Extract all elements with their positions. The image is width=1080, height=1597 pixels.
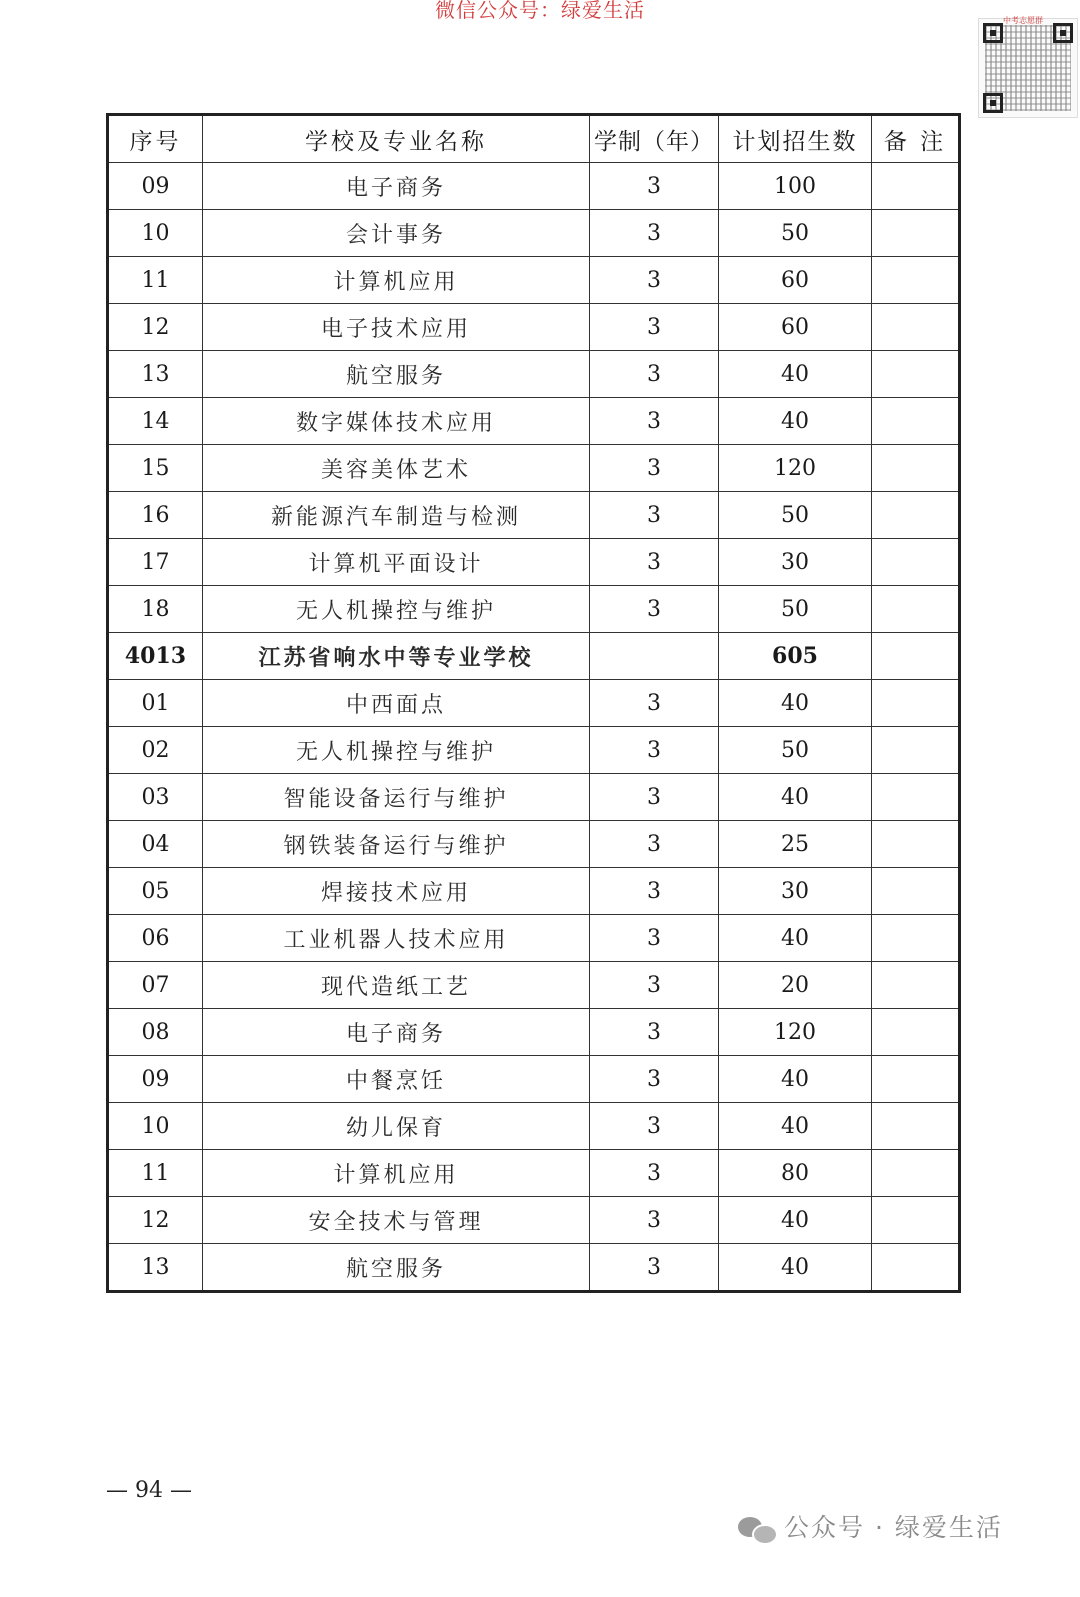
cell-no: 01 <box>108 680 203 727</box>
cell-years: 3 <box>590 257 719 304</box>
cell-note <box>872 539 960 586</box>
cell-note <box>872 1150 960 1197</box>
cell-count: 40 <box>719 351 872 398</box>
enrollment-plan-table <box>106 113 961 1293</box>
cell-name: 计算机平面设计 <box>203 539 590 586</box>
cell-years: 3 <box>590 727 719 774</box>
cell-count: 30 <box>719 539 872 586</box>
cell-note <box>872 398 960 445</box>
cell-note <box>872 445 960 492</box>
cell-no: 13 <box>108 351 203 398</box>
cell-years: 3 <box>590 680 719 727</box>
cell-years: 3 <box>590 163 719 210</box>
table-row <box>108 586 960 633</box>
cell-count: 60 <box>719 257 872 304</box>
cell-no: 02 <box>108 727 203 774</box>
cell-count: 120 <box>719 445 872 492</box>
cell-note <box>872 633 960 680</box>
cell-name: 智能设备运行与维护 <box>203 774 590 821</box>
table-header-row <box>108 115 960 163</box>
cell-name: 数字媒体技术应用 <box>203 398 590 445</box>
cell-name: 会计事务 <box>203 210 590 257</box>
cell-note <box>872 680 960 727</box>
cell-note <box>872 492 960 539</box>
cell-note <box>872 962 960 1009</box>
cell-note <box>872 774 960 821</box>
cell-note <box>872 210 960 257</box>
table-row <box>108 257 960 304</box>
cell-count: 60 <box>719 304 872 351</box>
watermark-top: 微信公众号：绿爱生活 <box>435 0 645 22</box>
cell-name: 钢铁装备运行与维护 <box>203 821 590 868</box>
cell-no: 11 <box>108 1150 203 1197</box>
cell-count: 40 <box>719 915 872 962</box>
cell-note <box>872 163 960 210</box>
table-row <box>108 539 960 586</box>
table-row <box>108 680 960 727</box>
cell-no: 09 <box>108 163 203 210</box>
table-row <box>108 1150 960 1197</box>
cell-no: 16 <box>108 492 203 539</box>
cell-note <box>872 868 960 915</box>
cell-no: 09 <box>108 1056 203 1103</box>
cell-name: 无人机操控与维护 <box>203 727 590 774</box>
table-row <box>108 445 960 492</box>
table-row <box>108 210 960 257</box>
cell-years: 3 <box>590 445 719 492</box>
table-row <box>108 915 960 962</box>
cell-years: 3 <box>590 1197 719 1244</box>
cell-no: 12 <box>108 1197 203 1244</box>
cell-no: 13 <box>108 1244 203 1292</box>
cell-name: 计算机应用 <box>203 1150 590 1197</box>
cell-name: 中餐烹饪 <box>203 1056 590 1103</box>
cell-count: 40 <box>719 680 872 727</box>
cell-name: 焊接技术应用 <box>203 868 590 915</box>
cell-no: 11 <box>108 257 203 304</box>
cell-no: 04 <box>108 821 203 868</box>
cell-name: 无人机操控与维护 <box>203 586 590 633</box>
cell-note <box>872 727 960 774</box>
table-row <box>108 398 960 445</box>
cell-count: 50 <box>719 210 872 257</box>
cell-name: 航空服务 <box>203 1244 590 1292</box>
table-row <box>108 1009 960 1056</box>
cell-note <box>872 1103 960 1150</box>
table-row <box>108 727 960 774</box>
cell-count: 25 <box>719 821 872 868</box>
cell-years: 3 <box>590 868 719 915</box>
cell-no: 12 <box>108 304 203 351</box>
cell-years: 3 <box>590 586 719 633</box>
cell-count: 40 <box>719 1197 872 1244</box>
cell-years: 3 <box>590 492 719 539</box>
cell-name: 电子商务 <box>203 163 590 210</box>
table-row <box>108 351 960 398</box>
header-name: 学校及专业名称 <box>203 115 590 163</box>
cell-note <box>872 351 960 398</box>
cell-note <box>872 821 960 868</box>
cell-years: 3 <box>590 1009 719 1056</box>
table-row <box>108 821 960 868</box>
cell-no: 18 <box>108 586 203 633</box>
cell-count: 40 <box>719 1056 872 1103</box>
cell-name: 电子技术应用 <box>203 304 590 351</box>
cell-note <box>872 586 960 633</box>
table-row <box>108 1197 960 1244</box>
cell-count: 50 <box>719 492 872 539</box>
wechat-icon <box>738 1515 776 1543</box>
cell-no: 14 <box>108 398 203 445</box>
cell-years: 3 <box>590 821 719 868</box>
cell-count: 605 <box>719 633 872 680</box>
table-row <box>108 962 960 1009</box>
table-row <box>108 1056 960 1103</box>
cell-name: 现代造纸工艺 <box>203 962 590 1009</box>
cell-count: 100 <box>719 163 872 210</box>
qr-code-image <box>978 18 1078 118</box>
cell-name: 航空服务 <box>203 351 590 398</box>
header-no: 序号 <box>108 115 203 163</box>
cell-no: 10 <box>108 1103 203 1150</box>
header-count: 计划招生数 <box>719 115 872 163</box>
cell-count: 40 <box>719 1103 872 1150</box>
table-row <box>108 492 960 539</box>
cell-name: 新能源汽车制造与检测 <box>203 492 590 539</box>
cell-name: 电子商务 <box>203 1009 590 1056</box>
cell-count: 80 <box>719 1150 872 1197</box>
cell-years: 3 <box>590 304 719 351</box>
header-years: 学制（年） <box>590 115 719 163</box>
cell-note <box>872 1009 960 1056</box>
cell-no: 4013 <box>108 633 203 680</box>
cell-years <box>590 633 719 680</box>
cell-years: 3 <box>590 962 719 1009</box>
cell-note <box>872 1244 960 1292</box>
cell-years: 3 <box>590 351 719 398</box>
watermark-bottom <box>738 1508 1003 1544</box>
cell-count: 120 <box>719 1009 872 1056</box>
table-row <box>108 304 960 351</box>
cell-years: 3 <box>590 398 719 445</box>
cell-years: 3 <box>590 915 719 962</box>
cell-years: 3 <box>590 210 719 257</box>
cell-years: 3 <box>590 1056 719 1103</box>
cell-no: 08 <box>108 1009 203 1056</box>
cell-no: 15 <box>108 445 203 492</box>
cell-name: 江苏省响水中等专业学校 <box>203 633 590 680</box>
table-row <box>108 868 960 915</box>
cell-note <box>872 257 960 304</box>
cell-count: 40 <box>719 398 872 445</box>
page-number: — 94 — <box>106 1478 192 1503</box>
cell-name: 计算机应用 <box>203 257 590 304</box>
table-row <box>108 1244 960 1292</box>
cell-name: 中西面点 <box>203 680 590 727</box>
cell-count: 30 <box>719 868 872 915</box>
qr-label: 中考志愿群 <box>1003 16 1043 25</box>
cell-name: 幼儿保育 <box>203 1103 590 1150</box>
cell-no: 05 <box>108 868 203 915</box>
school-row <box>108 633 960 680</box>
table-row <box>108 1103 960 1150</box>
table-row <box>108 163 960 210</box>
cell-no: 07 <box>108 962 203 1009</box>
cell-no: 17 <box>108 539 203 586</box>
cell-name: 工业机器人技术应用 <box>203 915 590 962</box>
cell-note <box>872 1056 960 1103</box>
cell-count: 40 <box>719 774 872 821</box>
cell-years: 3 <box>590 539 719 586</box>
watermark-bottom-text: 公众号 · 绿爱生活 <box>784 1513 1003 1542</box>
cell-years: 3 <box>590 1244 719 1292</box>
cell-no: 06 <box>108 915 203 962</box>
cell-count: 50 <box>719 586 872 633</box>
cell-name: 安全技术与管理 <box>203 1197 590 1244</box>
table-row <box>108 774 960 821</box>
cell-count: 40 <box>719 1244 872 1292</box>
cell-name: 美容美体艺术 <box>203 445 590 492</box>
header-note: 备 注 <box>872 115 960 163</box>
cell-note <box>872 304 960 351</box>
cell-years: 3 <box>590 1103 719 1150</box>
cell-note <box>872 1197 960 1244</box>
cell-note <box>872 915 960 962</box>
cell-years: 3 <box>590 1150 719 1197</box>
cell-years: 3 <box>590 774 719 821</box>
cell-no: 10 <box>108 210 203 257</box>
cell-count: 20 <box>719 962 872 1009</box>
cell-no: 03 <box>108 774 203 821</box>
cell-count: 50 <box>719 727 872 774</box>
